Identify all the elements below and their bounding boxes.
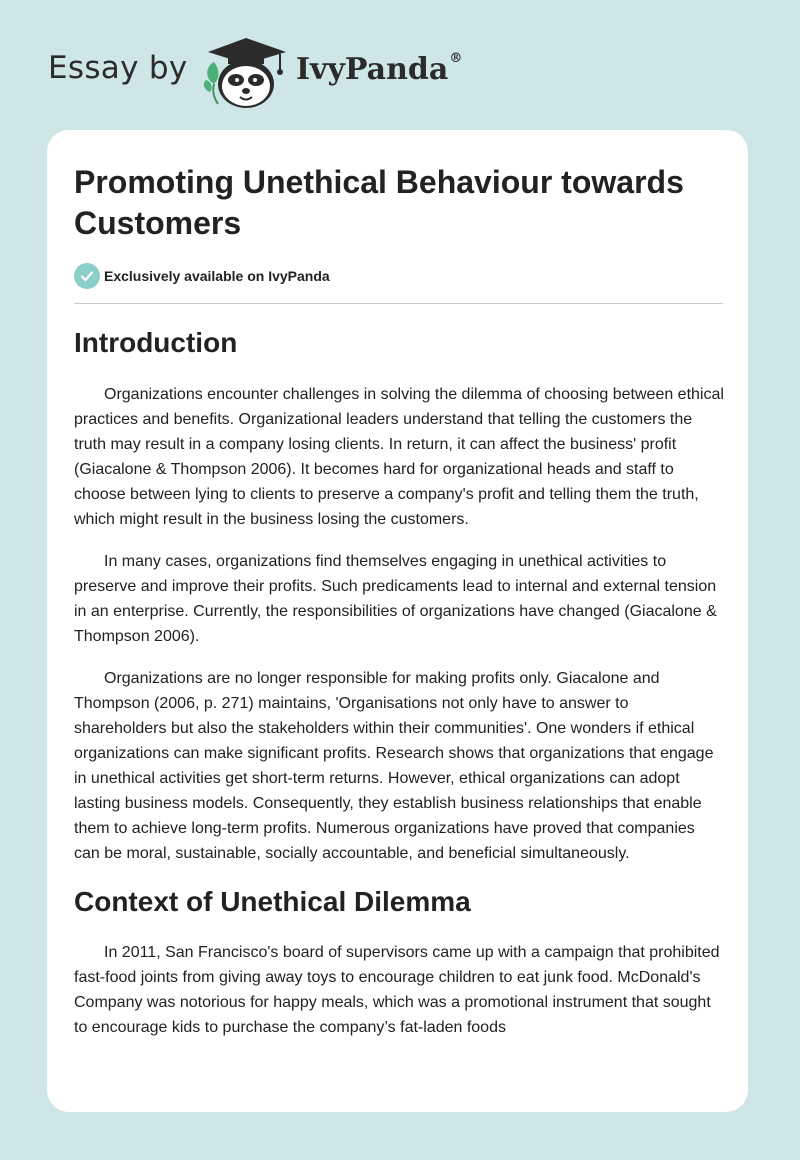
check-circle-icon xyxy=(74,263,100,289)
article-title: Promoting Unethical Behaviour towards Customers xyxy=(74,164,684,241)
section-heading-introduction: Introduction xyxy=(74,327,238,358)
paragraph: Organizations are no longer responsible for making profits only. Giacalone and Thompson (2006, p. 271) maintains, 'Organisations not only have to answer to shareholders but also the stakeholders within their communities'. One wonders if ethical organizations can make significant profits. Research shows that organizations that engage in unethical activities get short-term returns. However, ethical organizations can adopt lasting business models. Consequently, they establish business relationships that enable them to achieve long-term profits. Numerous organizations have proved that companies can be moral, sustainable, socially accountable, and beneficial simultaneously. xyxy=(74,670,714,862)
paragraph: Organizations encounter challenges in solving the dilemma of choosing between ethical practices and benefits. Organizational leaders understand that telling the customers the truth may result in a company losing clients. In return, it can affect the business' profit (Giacalone & Thompson 2006). It becomes hard for organizational heads and staff to choose between lying to clients to preserve a company's profit and telling them the truth, which might result in the business losing the customers. xyxy=(74,386,724,528)
registered-mark: ® xyxy=(449,51,463,66)
badge-label: Exclusively available on IvyPanda xyxy=(104,268,330,284)
section-heading-context: Context of Unethical Dilemma xyxy=(74,886,471,917)
exclusive-badge xyxy=(74,263,330,289)
brand-prefix: Essay by xyxy=(48,50,188,86)
paragraph: In many cases, organizations find themselves engaging in unethical activities to preserve and improve their profits. Such predicaments lead to internal and external tension in an enterprise. Currently, the responsibilities of organizations have changed (Giacalone & Thompson 2006). xyxy=(74,553,717,645)
panda-graduate-icon[interactable] xyxy=(200,34,292,110)
site-header xyxy=(0,0,800,130)
article-card xyxy=(47,130,748,1112)
article-body xyxy=(74,324,724,1057)
brand-name[interactable]: IvyPanda® xyxy=(296,51,463,87)
divider xyxy=(74,303,723,304)
paragraph: In 2011, San Francisco's board of supervisors came up with a campaign that prohibited fast-food joints from giving away toys to encourage children to eat junk food. McDonald's Company was notorious for happy meals, which was a promotional instrument that sought to encourage kids to purchase the company’s fat-laden foods xyxy=(74,944,720,1036)
